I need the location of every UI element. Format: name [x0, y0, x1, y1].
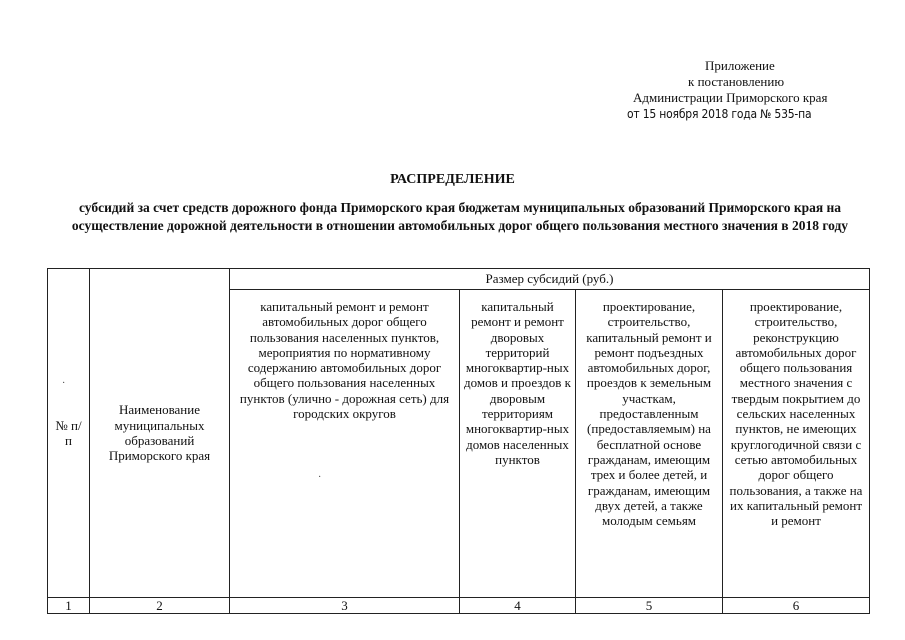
column-number-cell: 5 — [576, 598, 723, 614]
header-col6: проектирование, строительство, реконструкцию автомобильных дорог общего пользования местного значения с твердым покрытием до сельских населенных пунктов, не имеющих круглогодичной связи с сетью автомобильных дорог общего пользования, а также на их капитальный ремонт и ремонт — [723, 290, 870, 598]
appendix-title: Приложение — [705, 58, 775, 73]
appendix-line-resolution: к постановлению — [688, 74, 785, 89]
header-name — [90, 269, 230, 598]
subsidy-table — [47, 268, 870, 614]
column-number-cell: 6 — [723, 598, 870, 614]
header-col3: капитальный ремонт и ремонт автомобильных дорог общего пользования населенных пунктов, мероприятия по нормативному содержанию автомобильных дорог общего пользования населенных пунктов (улично - дорожная сеть) для городских округов — [230, 290, 460, 598]
appendix-line-administration: Администрации Приморского края — [633, 90, 828, 105]
appendix-block — [600, 58, 890, 122]
scan-speck: · — [318, 472, 322, 483]
header-col5: проектирование, строительство, капитальный ремонт и ремонт подъездных автомобильных дорог, проездов к земельным участкам, предоставленным (предоставляемым) на бесплатной основе гражданам, имеющим трех и более детей, и гражданам, имеющим двух детей, а также молодым семьям — [576, 290, 723, 598]
header-col4: капитальный ремонт и ремонт дворовых территорий многоквартир-ных домов и проездов к дворовым территориям многоквартир-ных домов населенных пунктов — [460, 290, 576, 598]
document-subtitle: субсидий за счет средств дорожного фонда Приморского края бюджетам муниципальных образований Приморского края на осуществление дорожной деятельности в отношении автомобильных дорог общего пользования местного значения в 2018 году — [71, 200, 849, 233]
header-name-label: Наименование муниципальных образований Приморского края — [108, 402, 211, 464]
scan-speck: · — [62, 378, 66, 389]
header-number — [48, 269, 90, 598]
header-number-label: № п/п — [55, 417, 82, 448]
appendix-date-line: от 15 ноября 2018 года № 535-па — [627, 107, 812, 121]
column-number-row — [48, 598, 870, 614]
column-number-cell: 1 — [48, 598, 90, 614]
document-title: РАСПРЕДЕЛЕНИЕ — [390, 172, 515, 187]
column-number-cell: 4 — [460, 598, 576, 614]
header-subsidy-group: Размер субсидий (руб.) — [230, 269, 870, 290]
column-number-cell: 2 — [90, 598, 230, 614]
column-number-cell: 3 — [230, 598, 460, 614]
